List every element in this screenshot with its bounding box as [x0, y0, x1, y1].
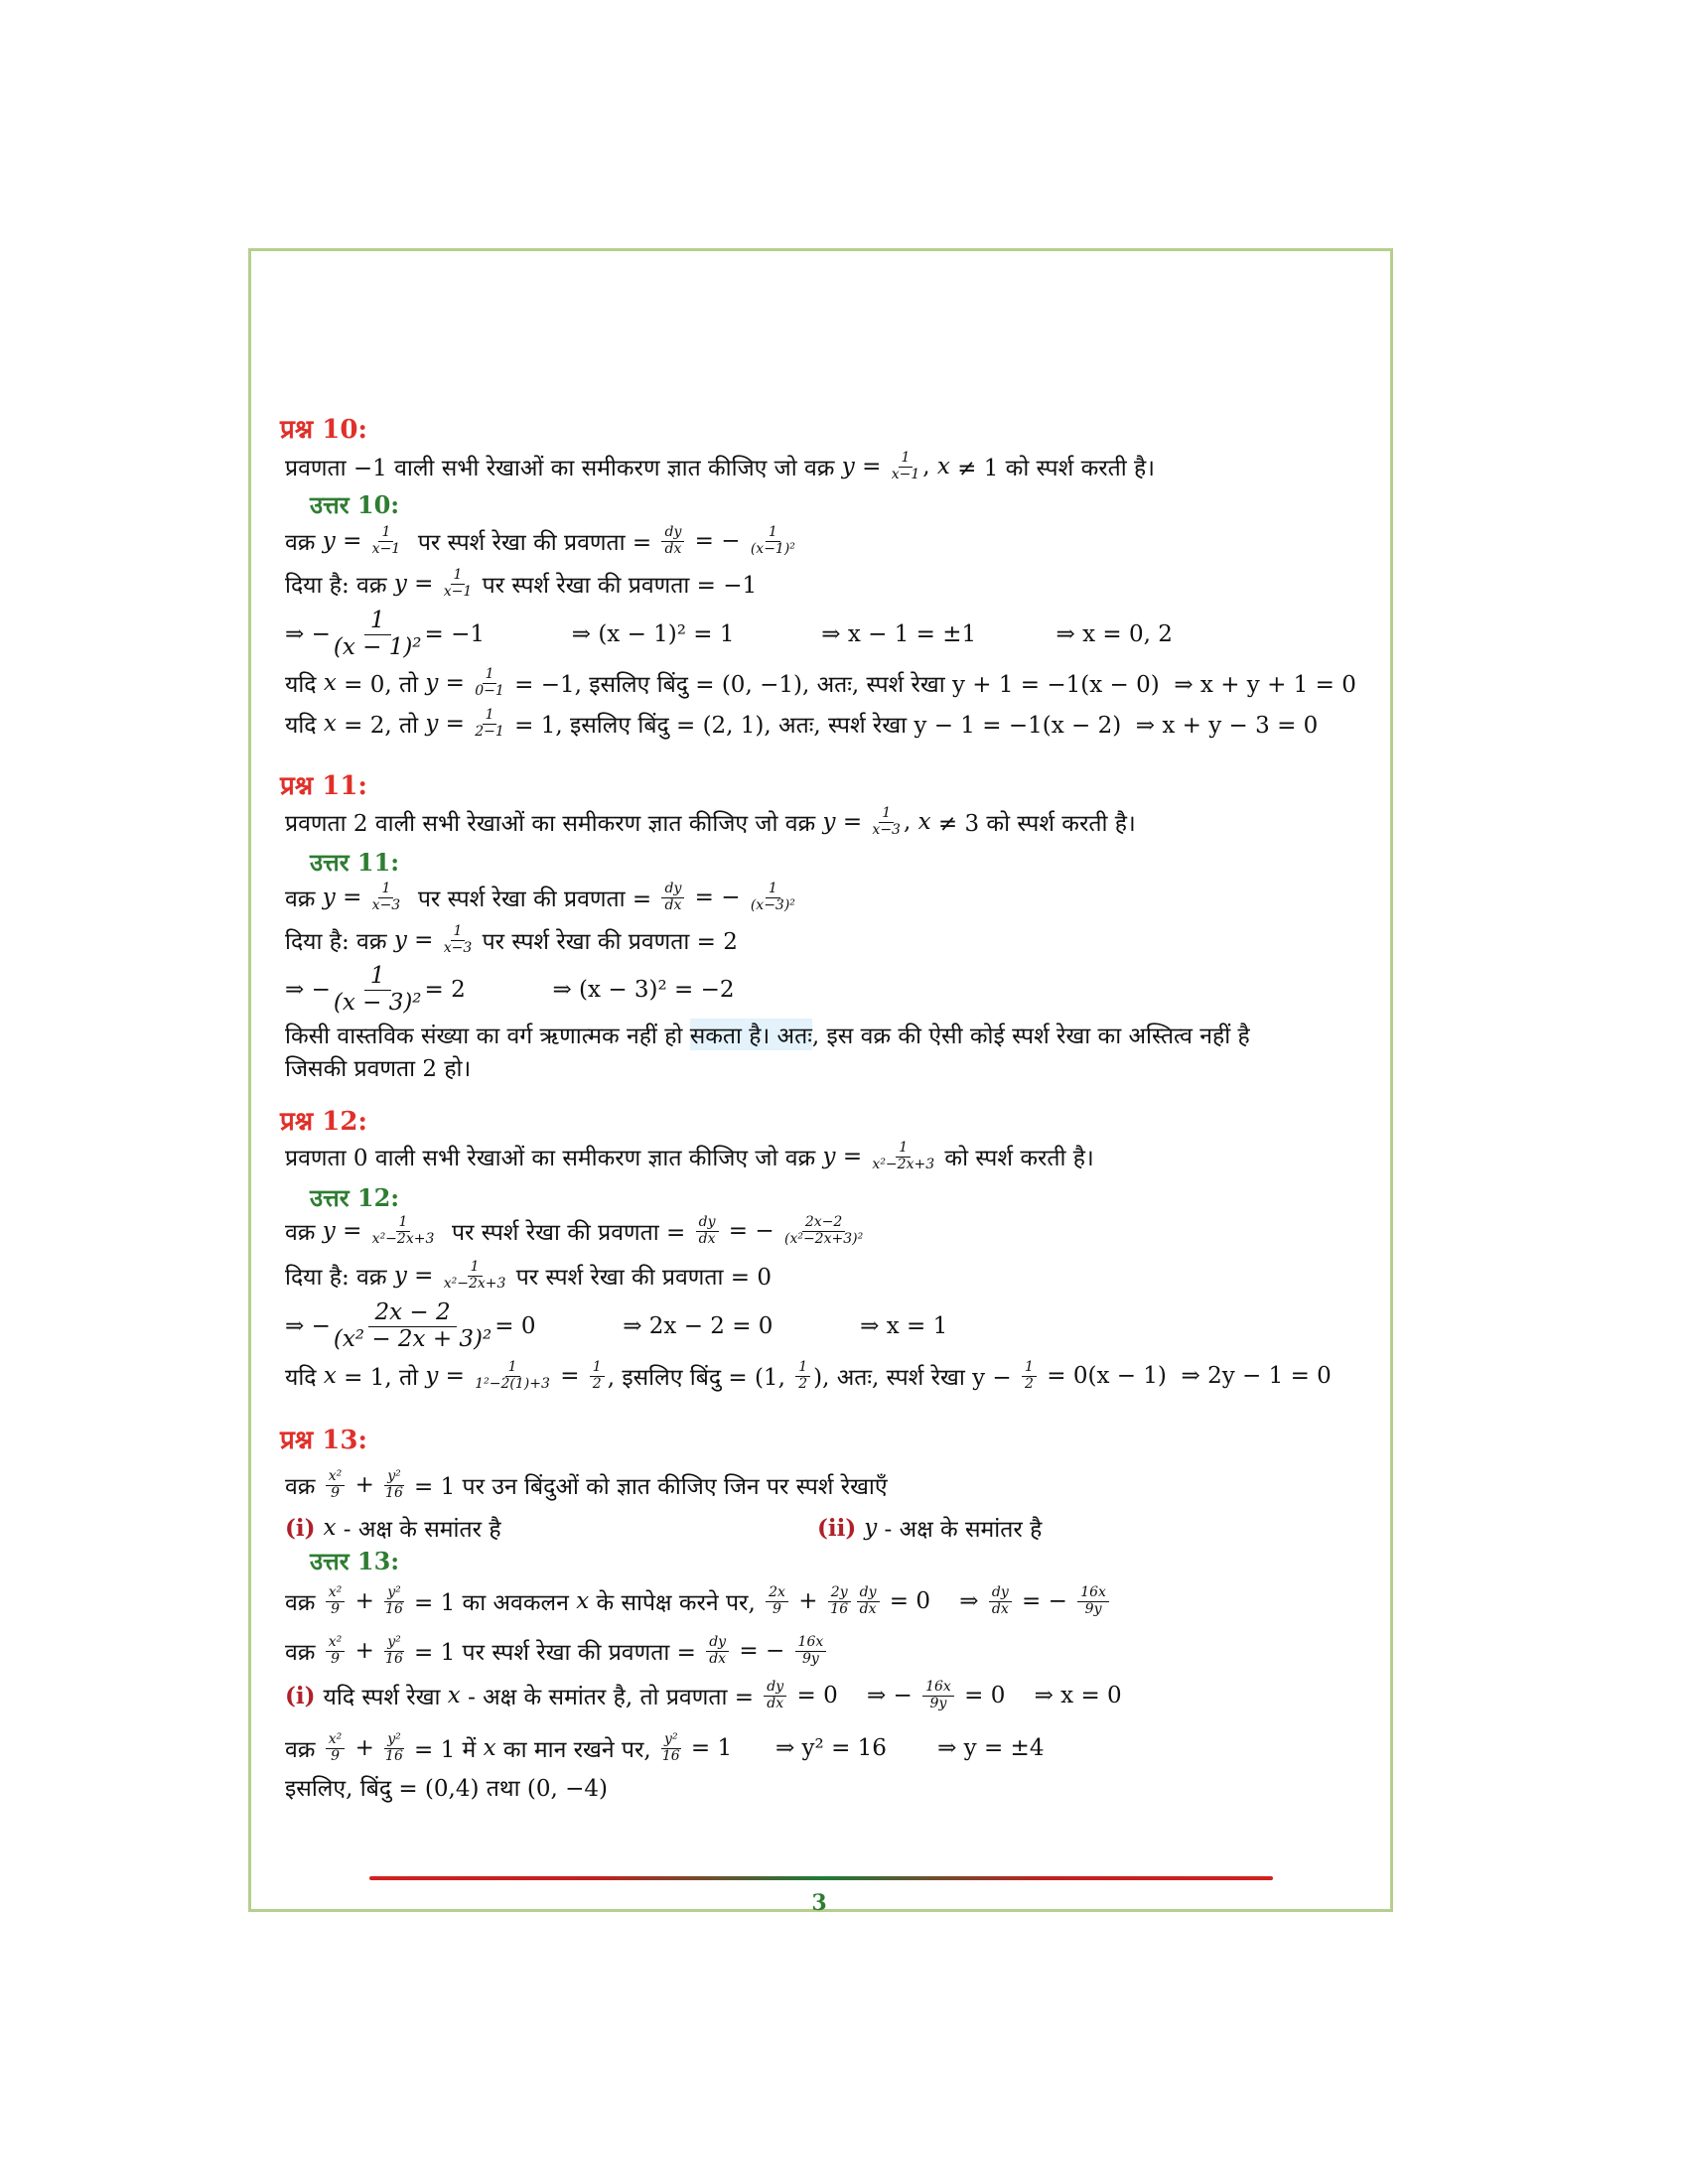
denominator: 1²−2(1)+3 [475, 1375, 550, 1392]
text-line [285, 963, 735, 1016]
text-segment: = 1 का अवकलन [406, 1590, 577, 1616]
text-segment: प्रश्न 11: [280, 771, 368, 801]
text-segment: वक्र [285, 1640, 323, 1666]
denominator: 9 [331, 1600, 340, 1617]
text-segment: वक्र [285, 530, 323, 556]
numerator: y² [661, 1732, 681, 1748]
text-line [817, 1508, 1042, 1548]
denominator: (x − 1)² [333, 633, 422, 660]
text-line [285, 1256, 772, 1296]
text-segment: = − [721, 1218, 781, 1244]
text-segment: पर स्पर्श रेखा की प्रवणता = −1 [475, 573, 758, 599]
fraction [372, 525, 401, 557]
fraction [872, 806, 901, 838]
numerator: x² [326, 1469, 346, 1485]
math-variable: x [323, 1363, 337, 1389]
text-segment: = − [687, 528, 748, 554]
denominator: dx [859, 1600, 877, 1617]
numerator: y² [384, 1635, 404, 1651]
text-segment: ), अतः, स्पर्श रेखा y − [813, 1365, 1020, 1391]
text-segment: दिया है: वक्र [285, 573, 394, 599]
denominator: x−3 [872, 821, 901, 838]
text-segment: = − [1014, 1588, 1075, 1614]
text-segment: यदि स्पर्श रेखा [323, 1685, 448, 1710]
denominator: 16 [385, 1747, 403, 1764]
denominator: dx [767, 1695, 784, 1711]
numerator: 1 [378, 525, 393, 541]
text-segment: , इसलिए बिंदु = (1, [607, 1365, 793, 1391]
text-segment: ⇒ − [285, 977, 331, 1003]
text-line [285, 1047, 471, 1087]
text-segment: वक्र [285, 1474, 323, 1500]
math-variable: x [936, 454, 950, 479]
text-segment: प्रवणता 2 वाली सभी रेखाओं का समीकरण ज्ञात कीजिए जो वक्र [285, 811, 823, 837]
text-segment: = 1, इसलिए बिंदु = (2, 1), अतः, स्पर्श रेखा y − 1 = −1(x − 2) ⇒ x + y − 3 = 0 [506, 713, 1319, 739]
text-segment: = − [732, 1638, 792, 1664]
numerator: y² [384, 1732, 404, 1748]
numerator: 2x [766, 1585, 788, 1601]
fraction [795, 1360, 810, 1392]
text-line [285, 1676, 1122, 1715]
numerator: 2x−2 [802, 1215, 845, 1231]
text-segment: इसलिए, बिंदु = (0,4) तथा (0, −4) [285, 1776, 608, 1802]
text-line [285, 878, 798, 917]
numerator: 1 [396, 1215, 411, 1231]
numerator: 16x [922, 1680, 954, 1696]
text-segment: पर स्पर्श रेखा की प्रवणता = [437, 1220, 693, 1246]
fraction [326, 1585, 346, 1617]
math-variable: y [864, 1515, 878, 1541]
text-segment: वक्र [285, 1590, 323, 1616]
text-segment: = 2 ⇒ (x − 3)² = −2 [424, 977, 735, 1003]
denominator: dx [991, 1600, 1009, 1617]
text-line [285, 608, 1173, 660]
numerator: dy [764, 1680, 786, 1696]
answer-heading [310, 484, 399, 524]
numerator: 2y [828, 1585, 851, 1601]
text-line [285, 564, 757, 604]
fraction [784, 1215, 863, 1247]
text-segment: = −1 ⇒ (x − 1)² = 1 ⇒ x − 1 = ±1 ⇒ x = 0, 2 [424, 621, 1173, 647]
fraction [326, 1469, 346, 1501]
text-segment: किसी वास्तविक संख्या का वर्ग ऋणात्मक नहीं हो [285, 1024, 690, 1049]
fraction [766, 1585, 788, 1617]
text-segment: - अक्ष के समांतर है [877, 1517, 1043, 1543]
text-segment: = 1 पर उन बिंदुओं को ज्ञात कीजिए जिन पर स्पर्श रेखाएँ [406, 1474, 888, 1500]
fraction [444, 568, 473, 600]
text-segment: = [335, 885, 369, 910]
fraction [857, 1585, 880, 1617]
math-variable: x [576, 1588, 590, 1614]
math-variable: y [841, 454, 855, 479]
numerator: dy [661, 525, 684, 541]
text-segment: = 1 ⇒ y² = 16 ⇒ y = ±4 [683, 1735, 1045, 1761]
text-segment: , [903, 809, 918, 835]
question-heading [280, 764, 367, 804]
math-variable: y [322, 528, 336, 554]
text-segment: = [438, 1363, 473, 1389]
text-segment: + [790, 1588, 825, 1614]
fraction [764, 1680, 786, 1711]
denominator: x²−2x+3 [443, 1275, 506, 1292]
text-segment: उत्तर 10: [310, 489, 400, 519]
text-line [285, 802, 1136, 842]
numerator: 1 [483, 708, 497, 724]
numerator: dy [857, 1585, 880, 1601]
numerator: x² [326, 1732, 346, 1748]
text-segment: पर स्पर्श रेखा की प्रवणता = 0 [508, 1265, 772, 1291]
numerator: 1 [451, 924, 466, 940]
fraction [334, 609, 422, 660]
part-label: (i) [285, 1514, 324, 1542]
denominator: 9 [331, 1747, 340, 1764]
text-line [285, 1299, 948, 1352]
numerator: dy [696, 1215, 719, 1231]
denominator: (x²−2x+3)² [783, 1230, 864, 1247]
fraction [922, 1680, 954, 1711]
fraction [334, 964, 422, 1016]
text-segment: = 0 ⇒ 2x − 2 = 0 ⇒ x = 1 [494, 1313, 948, 1339]
denominator: x−1 [443, 583, 473, 600]
fraction [661, 1732, 681, 1764]
text-line [285, 1767, 608, 1807]
text-segment: = [835, 1144, 870, 1169]
footer-divider [369, 1876, 1273, 1880]
question-heading [280, 1100, 367, 1140]
text-segment: + [348, 1472, 382, 1498]
numerator: 1 [1022, 1360, 1037, 1376]
text-line [285, 521, 798, 561]
denominator: x−3 [371, 896, 401, 913]
numerator: 16x [795, 1635, 827, 1651]
denominator: 9 [331, 1650, 340, 1667]
fraction [751, 525, 795, 557]
text-segment: = [335, 528, 369, 554]
part-label: (i) [285, 1682, 324, 1709]
answer-heading [310, 1541, 399, 1580]
denominator: 2 [798, 1375, 808, 1392]
numerator: y² [384, 1469, 404, 1485]
math-variable: x [483, 1735, 496, 1761]
text-segment: वक्र [285, 1220, 323, 1246]
numerator: dy [989, 1585, 1012, 1601]
text-segment: ≠ 1 को स्पर्श करती है। [949, 456, 1155, 481]
numerator: 1 [505, 1360, 520, 1376]
denominator: (x−1)² [750, 540, 795, 557]
denominator: dx [664, 540, 682, 557]
numerator: 1 [378, 882, 393, 897]
text-segment: = [335, 1218, 369, 1244]
numerator: 1 [896, 1141, 911, 1157]
denominator: (x − 3)² [333, 989, 422, 1016]
fraction [475, 1360, 550, 1392]
denominator: 9 [331, 1484, 340, 1501]
math-variable: y [393, 571, 407, 597]
text-segment: प्रश्न 12: [280, 1107, 368, 1137]
text-segment: पर स्पर्श रेखा की प्रवणता = 2 [475, 929, 738, 955]
text-segment: = [438, 711, 473, 737]
numerator: 1 [451, 568, 466, 584]
text-segment: = [406, 1263, 441, 1289]
fraction [989, 1585, 1012, 1617]
answer-heading [310, 842, 399, 882]
text-line [285, 920, 738, 960]
math-variable: y [425, 711, 439, 737]
text-segment: = 0 ⇒ − [789, 1683, 920, 1708]
fraction [661, 882, 684, 913]
text-line [285, 704, 1318, 744]
text-segment: - अक्ष के समांतर है, तो प्रवणता = [460, 1685, 762, 1710]
text-segment: + [348, 1588, 382, 1614]
text-segment: पर स्पर्श रेखा की प्रवणता = [403, 887, 659, 912]
numerator: x² [326, 1635, 346, 1651]
text-line [285, 447, 1155, 486]
denominator: x−1 [371, 540, 401, 557]
text-segment: प्रश्न 13: [280, 1426, 368, 1455]
fraction [892, 451, 920, 482]
math-variable: x [323, 1515, 337, 1541]
text-line [285, 1211, 866, 1251]
text-segment: = 0 ⇒ x = 0 [956, 1683, 1122, 1708]
math-variable: y [322, 1218, 336, 1244]
numerator: 16x [1077, 1585, 1109, 1601]
math-variable: x [323, 670, 337, 696]
numerator: 1 [795, 1360, 810, 1376]
text-segment: का मान रखने पर, [495, 1737, 659, 1763]
text-segment: के सापेक्ष करने पर, [589, 1590, 764, 1616]
text-line [285, 1356, 1332, 1396]
fraction [872, 1141, 934, 1172]
fraction [384, 1469, 404, 1501]
text-segment: , इस वक्र की ऐसी कोई स्पर्श रेखा का अस्तित्व नहीं है [811, 1024, 1250, 1049]
denominator: (x−3)² [750, 896, 795, 913]
fraction [475, 708, 504, 740]
text-segment: = [438, 670, 473, 696]
question-heading [280, 1419, 367, 1458]
numerator: x² [326, 1585, 346, 1601]
text-line [285, 663, 1356, 703]
denominator: 16 [385, 1650, 403, 1667]
fraction [444, 1260, 506, 1292]
text-segment: दिया है: वक्र [285, 929, 394, 955]
text-segment: जिसकी प्रवणता 2 हो। [285, 1056, 472, 1082]
text-segment: = [406, 571, 441, 597]
numerator: 1 [899, 451, 914, 467]
denominator: 2 [1025, 1375, 1034, 1392]
numerator: dy [661, 882, 684, 897]
fraction [828, 1585, 851, 1617]
text-segment: = − [687, 885, 748, 910]
denominator: 9 [773, 1600, 781, 1617]
text-segment: = 0 ⇒ [882, 1588, 986, 1614]
text-segment: उत्तर 12: [310, 1182, 400, 1212]
fraction [696, 1215, 719, 1247]
text-segment: यदि [285, 672, 324, 698]
math-variable: y [822, 809, 836, 835]
denominator: 2 [592, 1375, 602, 1392]
page-number: 3 [811, 1890, 827, 1916]
math-variable: y [322, 885, 336, 910]
fraction [475, 667, 504, 699]
text-segment: + [348, 1735, 382, 1761]
fraction [1022, 1360, 1037, 1392]
numerator: 1 [590, 1360, 605, 1376]
question-heading [280, 408, 367, 448]
denominator: dx [664, 896, 682, 913]
fraction [751, 882, 795, 913]
text-segment: प्रवणता −1 वाली सभी रेखाओं का समीकरण ज्ञात कीजिए जो वक्र [285, 456, 842, 481]
fraction [372, 882, 401, 913]
text-segment: = [552, 1363, 587, 1389]
math-variable: y [822, 1144, 836, 1169]
fraction [326, 1635, 346, 1667]
highlighted-text: सकता है। अतः [690, 1019, 812, 1050]
text-segment: = −1, इसलिए बिंदु = (0, −1), अतः, स्पर्श रेखा y + 1 = −1(x − 0) ⇒ x + y + 1 = 0 [506, 672, 1356, 698]
fraction [1077, 1585, 1109, 1617]
fraction [706, 1635, 729, 1667]
denominator: x²−2x+3 [371, 1230, 435, 1247]
numerator: 1 [766, 882, 780, 897]
fraction [384, 1635, 404, 1667]
denominator: dx [698, 1230, 716, 1247]
text-segment: + [348, 1638, 382, 1664]
text-segment: = 1 पर स्पर्श रेखा की प्रवणता = [406, 1640, 704, 1666]
math-variable: y [393, 927, 407, 953]
text-segment: यदि [285, 1365, 324, 1391]
denominator: 9y [929, 1695, 947, 1711]
text-segment: उत्तर 13: [310, 1546, 400, 1575]
text-segment: = 1 में [406, 1737, 484, 1763]
fraction [334, 1300, 492, 1352]
text-segment: = [854, 454, 889, 479]
denominator: x²−2x+3 [872, 1156, 935, 1172]
text-segment: वक्र [285, 1737, 323, 1763]
denominator: 0−1 [475, 682, 504, 699]
text-line [285, 1631, 829, 1671]
numerator: 1 [364, 609, 391, 634]
fraction [444, 924, 473, 956]
text-segment: = 0, तो [336, 672, 426, 698]
text-line [285, 1728, 1044, 1768]
denominator: 2−1 [475, 723, 504, 740]
text-line [285, 1465, 888, 1505]
math-variable: y [425, 670, 439, 696]
text-segment: दिया है: वक्र [285, 1265, 394, 1291]
text-segment: = 1, तो [336, 1365, 426, 1391]
denominator: 16 [661, 1747, 680, 1764]
denominator: (x² − 2x + 3)² [333, 1325, 492, 1352]
text-segment: प्रश्न 10: [280, 415, 368, 445]
math-variable: x [447, 1683, 461, 1708]
numerator: 1 [766, 525, 780, 541]
denominator: 16 [385, 1600, 403, 1617]
math-variable: x [323, 711, 337, 737]
fraction [384, 1732, 404, 1764]
text-segment: - अक्ष के समांतर है [336, 1517, 501, 1543]
denominator: x−1 [891, 466, 920, 482]
text-segment: , [922, 454, 937, 479]
math-variable: y [425, 1363, 439, 1389]
numerator: y² [384, 1585, 404, 1601]
denominator: dx [709, 1650, 727, 1667]
text-line [285, 1137, 1094, 1176]
fraction [590, 1360, 605, 1392]
fraction [372, 1215, 435, 1247]
denominator: 16 [385, 1484, 403, 1501]
part-label: (ii) [817, 1514, 865, 1542]
text-segment: = [835, 809, 870, 835]
text-segment: ≠ 3 को स्पर्श करती है। [930, 811, 1136, 837]
text-segment: को स्पर्श करती है। [937, 1146, 1094, 1171]
text-segment: प्रवणता 0 वाली सभी रेखाओं का समीकरण ज्ञात कीजिए जो वक्र [285, 1146, 823, 1171]
denominator: 16 [830, 1600, 849, 1617]
math-variable: y [393, 1263, 407, 1289]
fraction [795, 1635, 827, 1667]
numerator: 1 [468, 1260, 483, 1276]
text-segment: = [406, 927, 441, 953]
fraction [661, 525, 684, 557]
numerator: 2x − 2 [368, 1300, 456, 1326]
text-segment: पर स्पर्श रेखा की प्रवणता = [403, 530, 659, 556]
numerator: 1 [364, 964, 391, 990]
denominator: x−3 [443, 939, 473, 956]
numerator: dy [706, 1635, 729, 1651]
numerator: 1 [879, 806, 894, 822]
denominator: 9y [1084, 1600, 1102, 1617]
text-segment: = 0(x − 1) ⇒ 2y − 1 = 0 [1039, 1363, 1332, 1389]
fraction [326, 1732, 346, 1764]
text-segment: ⇒ − [285, 621, 331, 647]
text-segment: = 2, तो [336, 713, 426, 739]
denominator: 9y [801, 1650, 819, 1667]
numerator: 1 [483, 667, 497, 683]
math-variable: x [917, 809, 931, 835]
text-line [285, 1581, 1112, 1621]
text-segment: उत्तर 11: [310, 847, 400, 877]
text-segment: वक्र [285, 887, 323, 912]
text-segment: ⇒ − [285, 1313, 331, 1339]
fraction [384, 1585, 404, 1617]
text-segment: यदि [285, 713, 324, 739]
